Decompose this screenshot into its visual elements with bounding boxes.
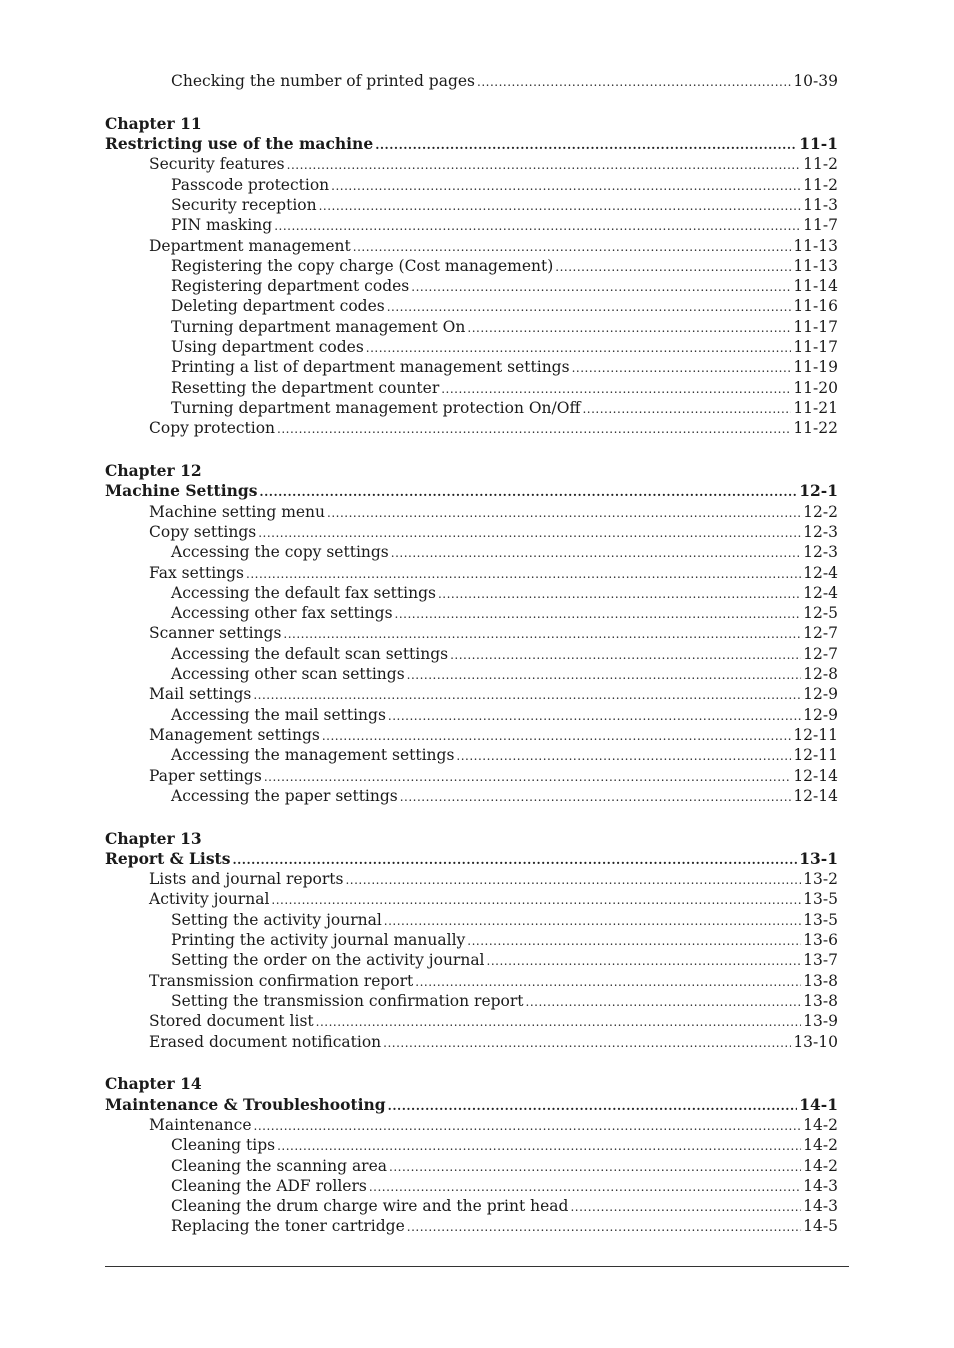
entry-title: Accessing other scan settings bbox=[171, 665, 405, 684]
dot-leader bbox=[246, 564, 801, 584]
entry-title: Report & Lists bbox=[105, 848, 231, 868]
toc-entry[interactable] bbox=[105, 725, 838, 745]
dot-leader bbox=[407, 1217, 801, 1237]
toc-entry[interactable] bbox=[105, 71, 838, 91]
page-number: 13-7 bbox=[803, 951, 838, 970]
page-number: 14-1 bbox=[799, 1094, 838, 1114]
page-number: 12-11 bbox=[793, 725, 838, 744]
dot-leader bbox=[327, 503, 801, 523]
dot-leader bbox=[582, 399, 791, 419]
dot-leader bbox=[322, 726, 791, 746]
chapter-title-entry[interactable] bbox=[105, 481, 838, 501]
page-number: 12-4 bbox=[803, 583, 838, 602]
dot-leader bbox=[232, 850, 797, 870]
entry-title: Lists and journal reports bbox=[149, 870, 344, 889]
entry-title: Security reception bbox=[171, 195, 317, 214]
toc-entry[interactable] bbox=[105, 664, 838, 684]
toc-entry[interactable] bbox=[105, 1176, 838, 1196]
page-number: 12-11 bbox=[793, 746, 838, 765]
section-gap bbox=[105, 806, 838, 829]
entry-title: Restricting use of the machine bbox=[105, 134, 374, 154]
entry-title: Printing the activity journal manually bbox=[171, 931, 466, 950]
page-number: 11-20 bbox=[793, 378, 838, 397]
toc-entry[interactable] bbox=[105, 583, 838, 603]
entry-title: Accessing the default fax settings bbox=[171, 583, 436, 602]
page-number: 13-5 bbox=[803, 910, 838, 929]
dot-leader bbox=[570, 1197, 801, 1217]
toc-entry[interactable] bbox=[105, 930, 838, 950]
toc-entry[interactable] bbox=[105, 542, 838, 562]
entry-title: Machine setting menu bbox=[149, 502, 326, 521]
page-number: 13-1 bbox=[799, 848, 838, 868]
page-number: 13-10 bbox=[793, 1032, 838, 1051]
entry-title: Department management bbox=[149, 236, 351, 255]
dot-leader bbox=[487, 951, 802, 971]
toc-entry[interactable] bbox=[105, 215, 838, 235]
page-number: 12-1 bbox=[799, 481, 838, 501]
dot-leader bbox=[287, 155, 802, 175]
toc-entry[interactable] bbox=[105, 603, 838, 623]
entry-title: Cleaning tips bbox=[171, 1136, 276, 1155]
footer-rule bbox=[105, 1266, 849, 1267]
dot-leader bbox=[277, 419, 791, 439]
dot-leader bbox=[366, 338, 792, 358]
dot-leader bbox=[384, 911, 801, 931]
entry-title: Using department codes bbox=[171, 338, 364, 357]
dot-leader bbox=[283, 624, 801, 644]
section-gap bbox=[105, 1052, 838, 1075]
entry-title: Passcode protection bbox=[171, 175, 330, 194]
page-number: 11-14 bbox=[793, 277, 838, 296]
toc-entry[interactable] bbox=[105, 398, 838, 418]
page-number: 13-2 bbox=[803, 870, 838, 889]
dot-leader bbox=[259, 482, 797, 502]
dot-leader bbox=[369, 1177, 801, 1197]
dot-leader bbox=[477, 72, 791, 92]
entry-title: Cleaning the drum charge wire and the print head bbox=[171, 1197, 569, 1216]
toc-entry[interactable] bbox=[105, 786, 838, 806]
entry-title: Copy protection bbox=[149, 419, 276, 438]
entry-title: Accessing the default scan settings bbox=[171, 644, 449, 663]
toc-entry[interactable] bbox=[105, 276, 838, 296]
entry-title: Erased document notification bbox=[149, 1032, 382, 1051]
dot-leader bbox=[388, 706, 801, 726]
entry-title: Checking the number of printed pages bbox=[171, 72, 476, 90]
dot-leader bbox=[441, 379, 791, 399]
page-number: 11-17 bbox=[793, 317, 838, 336]
entry-title: Cleaning the scanning area bbox=[171, 1156, 388, 1175]
dot-leader bbox=[411, 277, 791, 297]
entry-title: Maintenance bbox=[149, 1115, 252, 1134]
entry-title: Transmission confirmation report bbox=[149, 971, 414, 990]
toc-entry[interactable] bbox=[105, 889, 838, 909]
page-number: 11-3 bbox=[803, 195, 838, 214]
entry-title: Setting the order on the activity journal bbox=[171, 951, 485, 970]
toc-entry[interactable] bbox=[105, 745, 838, 765]
toc-entry[interactable] bbox=[105, 991, 838, 1011]
page-number: 12-8 bbox=[803, 665, 838, 684]
toc-entry[interactable] bbox=[105, 256, 838, 276]
toc-entry[interactable] bbox=[105, 950, 838, 970]
section-gap bbox=[105, 91, 838, 114]
table-of-contents bbox=[105, 71, 838, 1237]
page-number: 12-9 bbox=[803, 705, 838, 724]
toc-entry[interactable] bbox=[105, 766, 838, 786]
chapter-label: Chapter 12 bbox=[105, 461, 202, 481]
entry-title: Fax settings bbox=[149, 563, 245, 582]
dot-leader bbox=[254, 1116, 802, 1136]
dot-leader bbox=[345, 870, 801, 890]
dot-leader bbox=[387, 297, 792, 317]
entry-title: Mail settings bbox=[149, 685, 252, 704]
entry-title: Setting the activity journal bbox=[171, 910, 382, 929]
dot-leader bbox=[383, 1033, 791, 1053]
page-number: 12-3 bbox=[803, 543, 838, 562]
dot-leader bbox=[526, 992, 802, 1012]
toc-entry[interactable] bbox=[105, 684, 838, 704]
page-number: 13-5 bbox=[803, 890, 838, 909]
entry-title: Maintenance & Troubleshooting bbox=[105, 1094, 386, 1114]
entry-title: Copy settings bbox=[149, 522, 257, 541]
entry-title: Accessing the mail settings bbox=[171, 705, 386, 724]
toc-entry[interactable] bbox=[105, 1011, 838, 1031]
entry-title: Registering department codes bbox=[171, 277, 410, 296]
entry-title: Accessing the copy settings bbox=[171, 543, 389, 562]
dot-leader bbox=[375, 135, 797, 155]
page-number: 11-2 bbox=[803, 175, 838, 194]
dot-leader bbox=[456, 746, 791, 766]
entry-title: Resetting the department counter bbox=[171, 378, 440, 397]
dot-leader bbox=[400, 787, 792, 807]
entry-title: Scanner settings bbox=[149, 624, 282, 643]
dot-leader bbox=[271, 890, 801, 910]
page-number: 12-9 bbox=[803, 685, 838, 704]
entry-title: Accessing the paper settings bbox=[171, 786, 398, 805]
page-number: 14-3 bbox=[803, 1197, 838, 1216]
toc-entry[interactable] bbox=[105, 418, 838, 438]
entry-title: Machine Settings bbox=[105, 481, 258, 501]
dot-leader bbox=[277, 1136, 801, 1156]
page-number: 13-8 bbox=[803, 991, 838, 1010]
chapter-label: Chapter 14 bbox=[105, 1074, 202, 1094]
chapter-title-entry[interactable] bbox=[105, 134, 838, 154]
page-number: 11-1 bbox=[799, 134, 838, 154]
page-number: 11-13 bbox=[793, 256, 838, 275]
page-number: 14-2 bbox=[803, 1136, 838, 1155]
toc-entry[interactable] bbox=[105, 1135, 838, 1155]
dot-leader bbox=[319, 196, 802, 216]
dot-leader bbox=[253, 685, 801, 705]
entry-title: Cleaning the ADF rollers bbox=[171, 1176, 367, 1195]
dot-leader bbox=[395, 604, 802, 624]
toc-entry[interactable] bbox=[105, 623, 838, 643]
page-number: 11-16 bbox=[793, 297, 838, 316]
page-number: 14-5 bbox=[803, 1217, 838, 1236]
toc-entry[interactable] bbox=[105, 236, 838, 256]
page-number: 12-4 bbox=[803, 563, 838, 582]
dot-leader bbox=[467, 931, 801, 951]
toc-entry[interactable] bbox=[105, 296, 838, 316]
page-number: 12-14 bbox=[793, 766, 838, 785]
page-number: 11-2 bbox=[803, 155, 838, 174]
toc-entry[interactable] bbox=[105, 1216, 838, 1236]
page-number: 11-7 bbox=[803, 216, 838, 235]
toc-entry[interactable] bbox=[105, 378, 838, 398]
dot-leader bbox=[388, 1096, 798, 1116]
dot-leader bbox=[258, 523, 801, 543]
dot-leader bbox=[391, 543, 801, 563]
entry-title: Accessing other fax settings bbox=[171, 604, 393, 623]
dot-leader bbox=[450, 645, 801, 665]
page-number: 14-2 bbox=[803, 1156, 838, 1175]
toc-entry[interactable] bbox=[105, 357, 838, 377]
entry-title: PIN masking bbox=[171, 216, 273, 235]
section-gap bbox=[105, 439, 838, 462]
entry-title: Turning department management protection On/Off bbox=[171, 398, 581, 417]
page-number: 10-39 bbox=[793, 72, 838, 90]
entry-title: Deleting department codes bbox=[171, 297, 385, 316]
page-number: 12-3 bbox=[803, 522, 838, 541]
entry-title: Paper settings bbox=[149, 766, 262, 785]
page-number: 12-5 bbox=[803, 604, 838, 623]
toc-entry[interactable] bbox=[105, 563, 838, 583]
toc-entry[interactable] bbox=[105, 1115, 838, 1135]
page-number: 14-2 bbox=[803, 1115, 838, 1134]
toc-entry[interactable] bbox=[105, 910, 838, 930]
entry-title: Stored document list bbox=[149, 1012, 314, 1031]
page-number: 12-14 bbox=[793, 786, 838, 805]
toc-entry[interactable] bbox=[105, 317, 838, 337]
dot-leader bbox=[316, 1012, 802, 1032]
entry-title: Replacing the toner cartridge bbox=[171, 1217, 405, 1236]
page-number: 11-19 bbox=[793, 358, 838, 377]
dot-leader bbox=[415, 972, 801, 992]
page-number: 11-21 bbox=[793, 398, 838, 417]
page-number: 12-7 bbox=[803, 624, 838, 643]
entry-title: Management settings bbox=[149, 725, 320, 744]
page-number: 13-8 bbox=[803, 971, 838, 990]
toc-entry[interactable] bbox=[105, 154, 838, 174]
entry-title: Security features bbox=[149, 155, 285, 174]
toc-entry[interactable] bbox=[105, 644, 838, 664]
toc-entry[interactable] bbox=[105, 522, 838, 542]
page-number: 14-3 bbox=[803, 1176, 838, 1195]
dot-leader bbox=[438, 584, 801, 604]
page-number: 12-7 bbox=[803, 644, 838, 663]
toc-entry[interactable] bbox=[105, 1156, 838, 1176]
entry-title: Printing a list of department management settings bbox=[171, 358, 570, 377]
page-number: 11-17 bbox=[793, 338, 838, 357]
entry-title: Registering the copy charge (Cost management) bbox=[171, 256, 554, 275]
dot-leader bbox=[389, 1157, 801, 1177]
dot-leader bbox=[274, 216, 801, 236]
dot-leader bbox=[467, 318, 791, 338]
entry-title: Accessing the management settings bbox=[171, 746, 455, 765]
dot-leader bbox=[407, 665, 802, 685]
chapter-title-entry[interactable] bbox=[105, 1095, 838, 1115]
chapter-label: Chapter 11 bbox=[105, 113, 202, 133]
entry-title: Activity journal bbox=[149, 890, 270, 909]
page-number: 13-9 bbox=[803, 1012, 838, 1031]
dot-leader bbox=[264, 767, 792, 787]
page-number: 12-2 bbox=[803, 502, 838, 521]
toc-entry[interactable] bbox=[105, 337, 838, 357]
dot-leader bbox=[331, 176, 801, 196]
toc-entry[interactable] bbox=[105, 1196, 838, 1216]
chapter-label: Chapter 13 bbox=[105, 828, 202, 848]
page-number: 11-13 bbox=[793, 236, 838, 255]
page-number: 13-6 bbox=[803, 931, 838, 950]
toc-entry[interactable] bbox=[105, 971, 838, 991]
toc-entry[interactable] bbox=[105, 195, 838, 215]
entry-title: Turning department management On bbox=[171, 317, 466, 336]
entry-title: Setting the transmission confirmation report bbox=[171, 991, 524, 1010]
dot-leader bbox=[353, 237, 792, 257]
toc-entry[interactable] bbox=[105, 705, 838, 725]
page-number: 11-22 bbox=[793, 419, 838, 438]
toc-entry[interactable] bbox=[105, 869, 838, 889]
toc-entry[interactable] bbox=[105, 1032, 838, 1052]
dot-leader bbox=[555, 257, 791, 277]
dot-leader bbox=[572, 358, 792, 378]
toc-entry[interactable] bbox=[105, 175, 838, 195]
toc-entry[interactable] bbox=[105, 502, 838, 522]
chapter-title-entry[interactable] bbox=[105, 849, 838, 869]
